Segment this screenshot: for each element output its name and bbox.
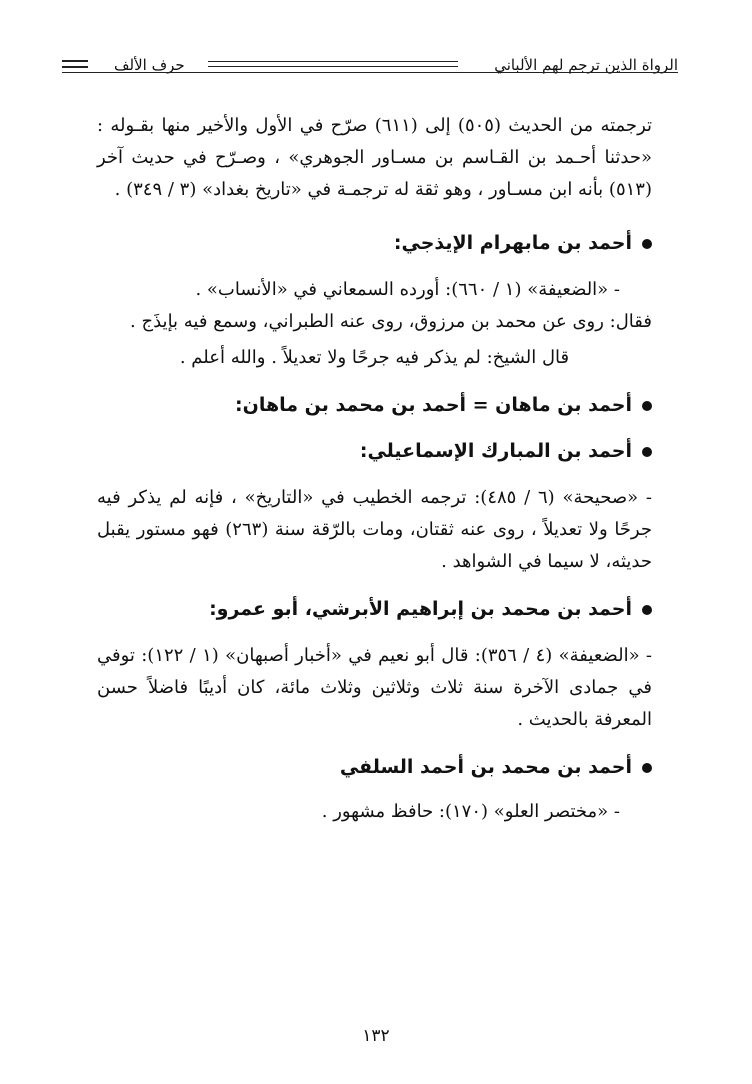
header-underline: [62, 72, 678, 73]
bullet-icon: [642, 605, 652, 615]
entry-heading: [97, 228, 652, 258]
entry-heading: [97, 752, 652, 782]
entry-heading: [97, 436, 652, 466]
bullet-icon: [642, 239, 652, 249]
header-book-title: الرواة الذين ترجم لهم الألباني: [494, 56, 678, 74]
main-text: [97, 110, 652, 828]
entry-citation: - «الضعيفة» (١ / ٦٦٠): أورده السمعاني في «الأنساب» .: [195, 279, 620, 300]
entry-title: أحمد بن المبارك الإسماعيلي:: [359, 440, 632, 462]
running-header: [62, 50, 678, 80]
bullet-icon: [642, 447, 652, 457]
sheikh-comment: قال الشيخ: لم يذكر فيه جرحًا ولا تعديلاً . والله أعلم .: [179, 347, 570, 368]
header-rule: [208, 61, 458, 67]
entry-title: أحمد بن ماهان = أحمد بن محمد بن ماهان:: [235, 394, 632, 416]
entry-citation: - «مختصر العلو» (١٧٠): حافظ مشهور .: [321, 801, 620, 822]
bullet-icon: [642, 763, 652, 773]
header-dash: [62, 60, 88, 68]
entry-heading: [97, 390, 652, 420]
continued-paragraph: ترجمته من الحديث (٥٠٥) إلى (٦١١) صرّح في الأول والأخير منها بقـوله : «حدثنا أحـمد بن القـاسم بن مسـاور الجوهري» ، وصـرّح في حديث آخر (٥١٣) بأنه ابن مسـاور ، وهو ثقة له ترجمـة في «تاريخ بغداد» (٣ / ٣٤٩) .: [97, 115, 653, 200]
entry-title: أحمد بن مابهرام الإيذجي:: [393, 232, 632, 254]
entry-heading: [97, 594, 652, 624]
entry-title: أحمد بن محمد بن أحمد السلفي: [339, 756, 632, 778]
entry-citation: - «الضعيفة» (٤ / ٣٥٦): قال أبو نعيم في «أخبار أصبهان» (١ / ١٢٢): توفي في جمادى الآخرة سنة ثلاث وثلاثين وثلاث مائة، كان أديبًا فاضلاً حسن المعرفة بالحديث .: [97, 645, 653, 730]
bullet-icon: [642, 401, 652, 411]
entry-citation: - «صحيحة» (٦ / ٤٨٥): ترجمه الخطيب في «التاريخ» ، فإنه لم يذكر فيه جرحًا ولا تعديلاً ، روى عنه ثقتان، ومات بالرّقة سنة (٢٦٣) فهو مستور يقبل حديثه، لا سيما في الشواهد .: [97, 487, 652, 572]
entry-paragraph: فقال: روى عن محمد بن مرزوق، روى عنه الطبراني، وسمع فيه بإيذَج .: [130, 311, 652, 332]
page-number: ١٣٢: [362, 1026, 390, 1046]
entry-title: أحمد بن محمد بن إبراهيم الأبرشي، أبو عمرو:: [209, 598, 632, 620]
header-section: حرف الألف: [114, 56, 185, 74]
